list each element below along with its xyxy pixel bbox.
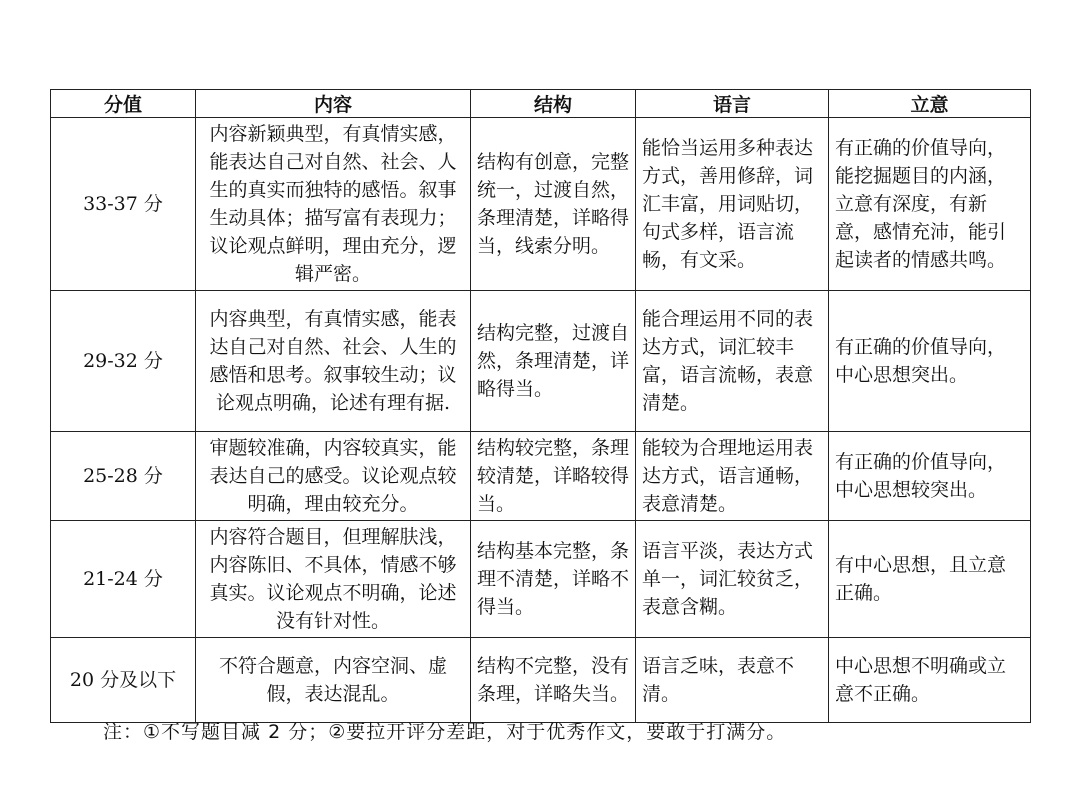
content-cell: 不符合题意，内容空洞、虚假，表达混乱。: [196, 638, 471, 723]
scoring-rubric-table: [50, 89, 1031, 723]
score-cell: 21-24 分: [51, 521, 196, 638]
language-cell: 语言平淡，表达方式单一，词汇较贫乏，表意含糊。: [636, 521, 829, 638]
theme-cell: 有中心思想，且立意正确。: [829, 521, 1031, 638]
header-score: 分值: [51, 90, 196, 118]
structure-cell: 结构完整，过渡自然，条理清楚，详略得当。: [471, 291, 636, 432]
header-language: 语言: [636, 90, 829, 118]
header-structure: 结构: [471, 90, 636, 118]
structure-cell: 结构不完整，没有条理，详略失当。: [471, 638, 636, 723]
score-cell: 25-28 分: [51, 432, 196, 521]
header-row: [51, 90, 1031, 118]
language-cell: 能恰当运用多种表达方式，善用修辞，词汇丰富，用词贴切，句式多样，语言流畅，有文采。: [636, 118, 829, 291]
language-cell: 能合理运用不同的表达方式，词汇较丰富，语言流畅，表意清楚。: [636, 291, 829, 432]
table-row: [51, 118, 1031, 291]
content-cell: 内容典型，有真情实感，能表达自己对自然、社会、人生的感悟和思考。叙事较生动；议论观点明确，论述有理有据.: [196, 291, 471, 432]
theme-cell: 有正确的价值导向，中心思想突出。: [829, 291, 1031, 432]
theme-cell: 中心思想不明确或立意不正确。: [829, 638, 1031, 723]
theme-cell: 有正确的价值导向，能挖掘题目的内涵，立意有深度，有新意，感情充沛，能引起读者的情感共鸣。: [829, 118, 1031, 291]
content-cell: 审题较准确，内容较真实，能表达自己的感受。议论观点较明确，理由较充分。: [196, 432, 471, 521]
table-row: [51, 521, 1031, 638]
language-cell: 能较为合理地运用表达方式，语言通畅，表意清楚。: [636, 432, 829, 521]
theme-cell: 有正确的价值导向，中心思想较突出。: [829, 432, 1031, 521]
content-cell: 内容新颖典型，有真情实感，能表达自己对自然、社会、人生的真实而独特的感悟。叙事生动具体；描写富有表现力；议论观点鲜明，理由充分，逻辑严密。: [196, 118, 471, 291]
score-cell: 33-37 分: [51, 118, 196, 291]
header-content: 内容: [196, 90, 471, 118]
structure-cell: 结构有创意，完整统一，过渡自然，条理清楚，详略得当，线索分明。: [471, 118, 636, 291]
content-cell: 内容符合题目，但理解肤浅，内容陈旧、不具体，情感不够真实。议论观点不明确，论述没有针对性。: [196, 521, 471, 638]
structure-cell: 结构基本完整，条理不清楚，详略不得当。: [471, 521, 636, 638]
score-cell: 29-32 分: [51, 291, 196, 432]
language-cell: 语言乏味，表意不清。: [636, 638, 829, 723]
table-row: [51, 432, 1031, 521]
score-cell: 20 分及以下: [51, 638, 196, 723]
table-row: [51, 638, 1031, 723]
header-theme: 立意: [829, 90, 1031, 118]
footnote: 注：①不写题目减 2 分；②要拉开评分差距，对于优秀作文，要敢于打满分。: [103, 721, 787, 743]
structure-cell: 结构较完整，条理较清楚，详略较得当。: [471, 432, 636, 521]
table-row: [51, 291, 1031, 432]
